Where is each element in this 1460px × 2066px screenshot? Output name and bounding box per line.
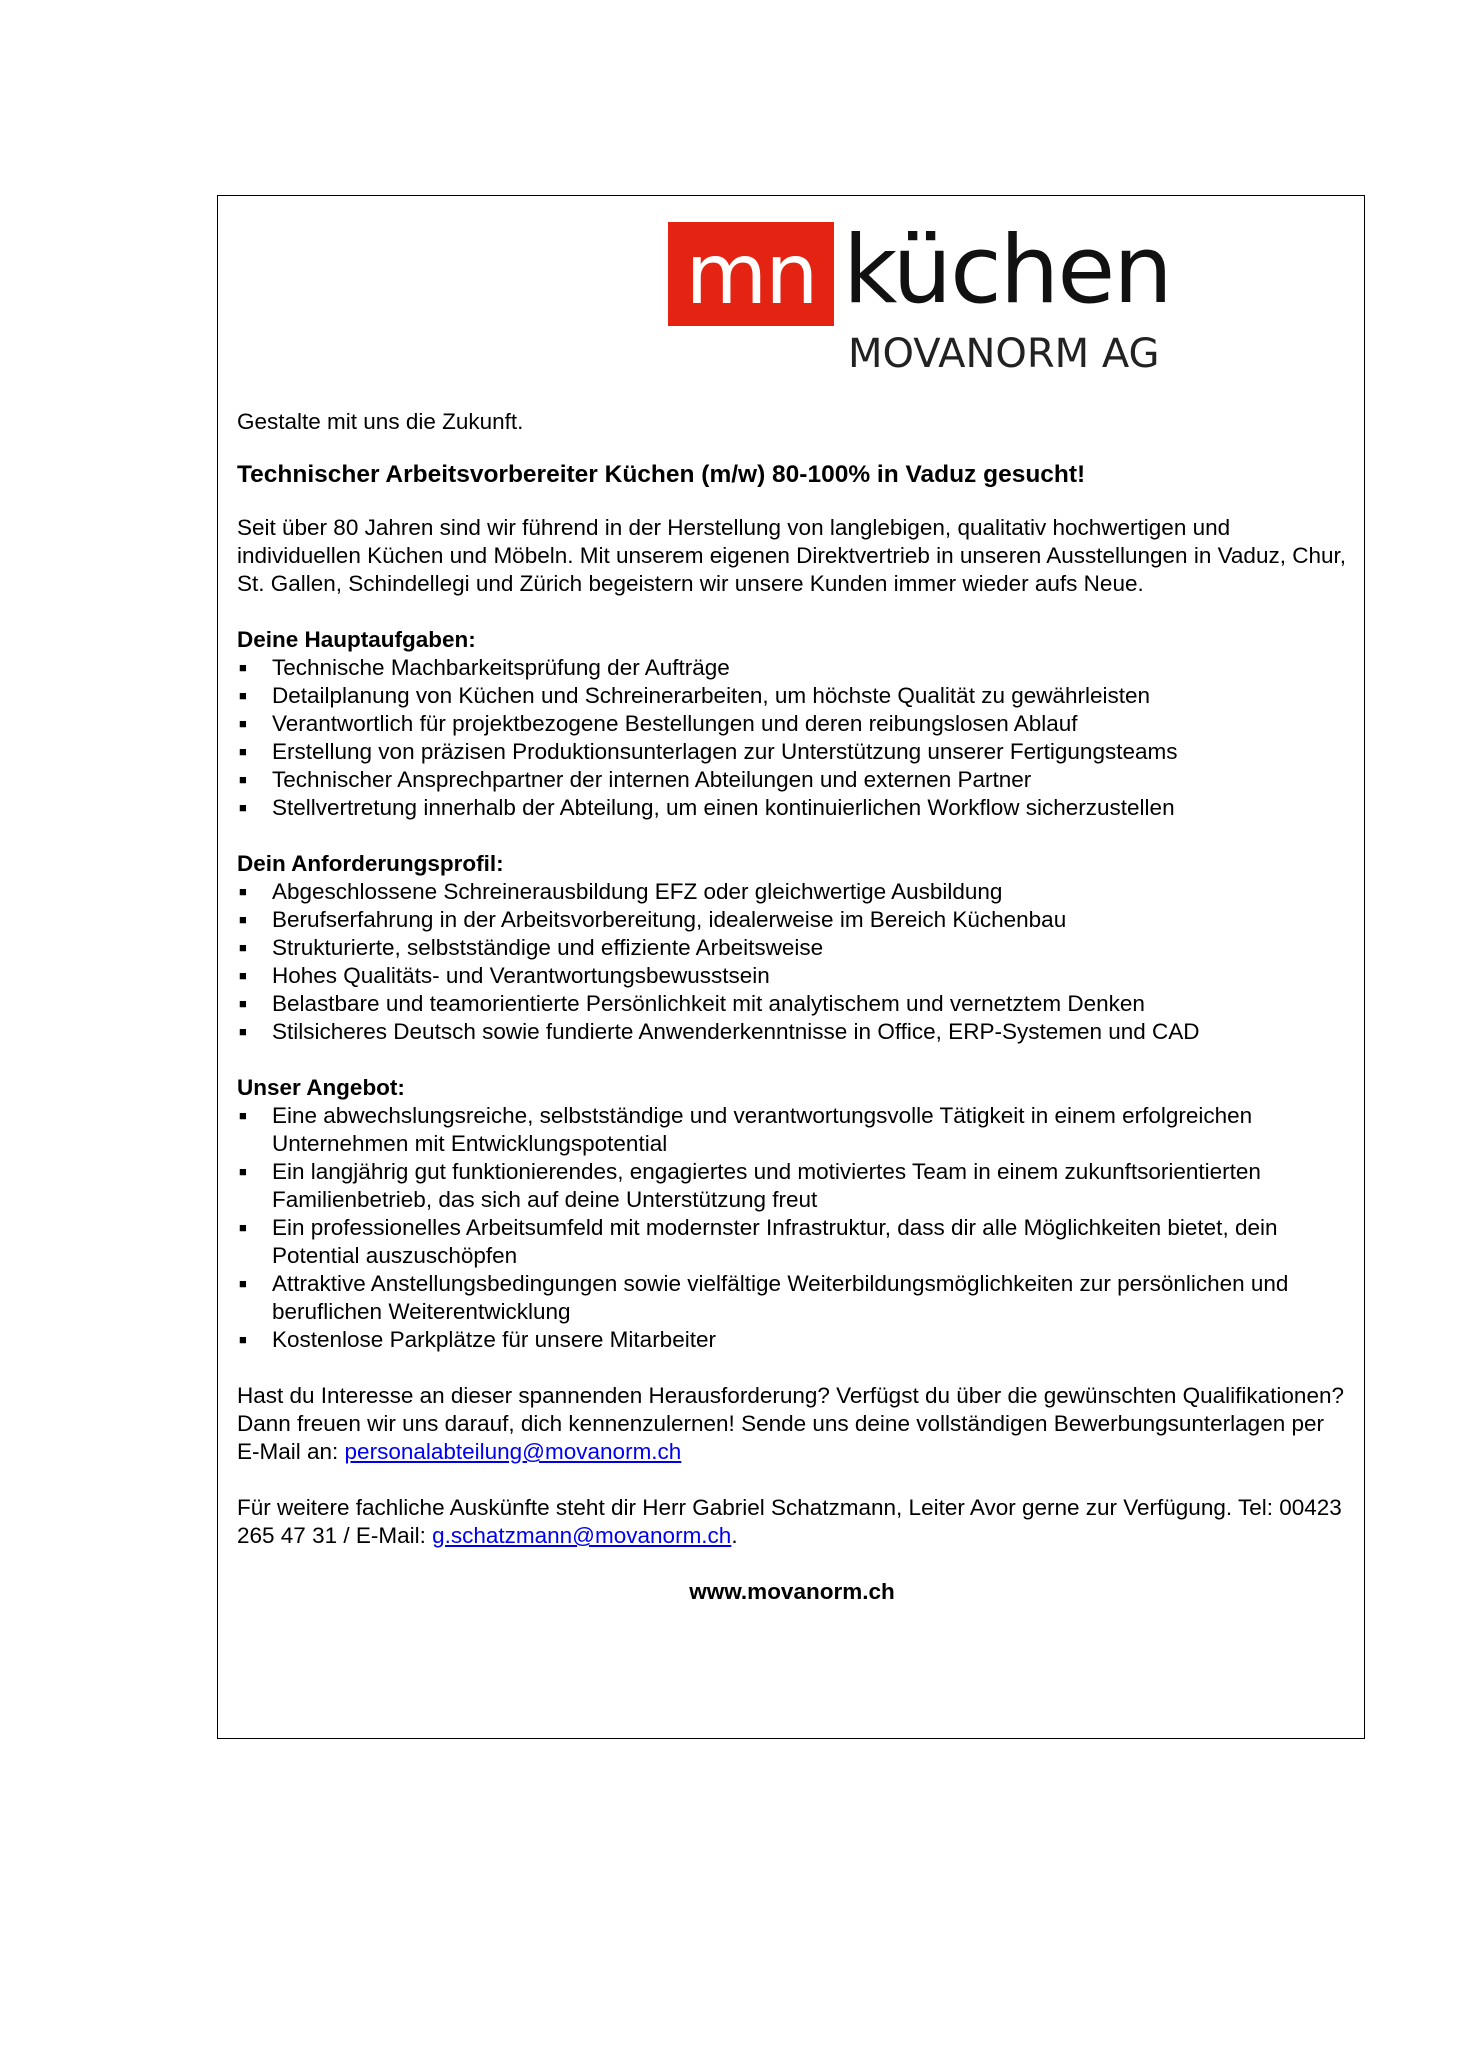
list-item — [237, 710, 1347, 738]
tasks-list — [237, 654, 1347, 822]
profile-list — [237, 878, 1347, 1046]
list-item-text: Attraktive Anstellungsbedingungen sowie vielfältige Weiterbildungsmöglichkeiten zur persönlichen und beruflichen Weiterentwicklung — [272, 1271, 1289, 1324]
bullet-icon: ■ — [239, 1276, 247, 1291]
list-item — [237, 962, 1347, 990]
bullet-icon: ■ — [239, 912, 247, 927]
list-item — [237, 682, 1347, 710]
bullet-icon: ■ — [239, 800, 247, 815]
list-item-text: Stellvertretung innerhalb der Abteilung, um einen kontinuierlichen Workflow sicherzustellen — [272, 795, 1175, 820]
list-item — [237, 1018, 1347, 1046]
list-item-text: Verantwortlich für projektbezogene Bestellungen und deren reibungslosen Ablauf — [272, 711, 1078, 736]
list-item-text: Ein professionelles Arbeitsumfeld mit modernster Infrastruktur, dass dir alle Möglichkeiten bietet, dein Potential auszuschöpfen — [272, 1215, 1278, 1268]
list-item-text: Stilsicheres Deutsch sowie fundierte Anwenderkenntnisse in Office, ERP-Systemen und CAD — [272, 1019, 1200, 1044]
list-item-text: Strukturierte, selbstständige und effiziente Arbeitsweise — [272, 935, 824, 960]
list-item — [237, 766, 1347, 794]
contact-text: Für weitere fachliche Auskünfte steht dir Herr Gabriel Schatzmann, Leiter Avor gerne zur Verfügung. Tel: 00423 265 47 31 / E-Mail: — [237, 1495, 1342, 1548]
logo-company-name: MOVANORM AG — [848, 331, 1160, 377]
list-item-text: Belastbare und teamorientierte Persönlichkeit mit analytischem und vernetztem Denken — [272, 991, 1145, 1016]
list-item-text: Kostenlose Parkplätze für unsere Mitarbeiter — [272, 1327, 716, 1352]
bullet-icon: ■ — [239, 996, 247, 1011]
bullet-icon: ■ — [239, 1164, 247, 1179]
website-url: www.movanorm.ch — [689, 1579, 895, 1604]
list-item — [237, 1102, 1347, 1158]
list-item-text: Technischer Ansprechpartner der internen Abteilungen und externen Partner — [272, 767, 1032, 792]
profile-title: Dein Anforderungsprofil: — [237, 851, 504, 876]
application-email-link[interactable]: personalabteilung@movanorm.ch — [344, 1439, 682, 1464]
list-item — [237, 1214, 1347, 1270]
bullet-icon: ■ — [239, 1332, 247, 1347]
bullet-icon: ■ — [239, 1108, 247, 1123]
bullet-icon: ■ — [239, 1024, 247, 1039]
offer-list — [237, 1102, 1347, 1354]
bullet-icon: ■ — [239, 688, 247, 703]
bullet-icon: ■ — [239, 968, 247, 983]
intro-text: Gestalte mit uns die Zukunft. — [237, 409, 524, 434]
application-paragraph — [237, 1382, 1347, 1466]
bullet-icon: ■ — [239, 940, 247, 955]
bullet-icon: ■ — [239, 744, 247, 759]
list-item — [237, 906, 1347, 934]
list-item — [237, 1326, 1347, 1354]
list-item-text: Hohes Qualitäts- und Verantwortungsbewusstsein — [272, 963, 770, 988]
job-title: Technischer Arbeitsvorbereiter Küchen (m/w) 80-100% in Vaduz gesucht! — [237, 461, 1086, 488]
bullet-icon: ■ — [239, 1220, 247, 1235]
job-posting — [237, 408, 1347, 1606]
list-item — [237, 990, 1347, 1018]
list-item-text: Abgeschlossene Schreinerausbildung EFZ oder gleichwertige Ausbildung — [272, 879, 1003, 904]
bullet-icon: ■ — [239, 884, 247, 899]
list-item-text: Technische Machbarkeitsprüfung der Aufträge — [272, 655, 730, 680]
list-item — [237, 1158, 1347, 1214]
list-item — [237, 794, 1347, 822]
list-item — [237, 934, 1347, 962]
tasks-title: Deine Hauptaufgaben: — [237, 627, 476, 652]
application-text: Hast du Interesse an dieser spannenden Herausforderung? Verfügst du über die gewünschten Qualifikationen? Dann freuen wir uns darauf, dich kennenzulernen! Sende uns deine vollständigen Bewerbungsunterlagen per E-Mail an: — [237, 1383, 1344, 1464]
contact-email-link[interactable]: g.schatzmann@movanorm.ch — [432, 1523, 732, 1548]
bullet-icon: ■ — [239, 772, 247, 787]
list-item-text: Ein langjährig gut funktionierendes, engagiertes und motiviertes Team in einem zukunftsorientierten Familienbetrieb, das sich auf deine Unterstützung freut — [272, 1159, 1261, 1212]
contact-paragraph — [237, 1494, 1347, 1550]
logo-mn-box: mn — [668, 222, 834, 326]
bullet-icon: ■ — [239, 716, 247, 731]
logo-kuechen-word: küchen — [843, 216, 1171, 325]
list-item — [237, 738, 1347, 766]
list-item-text: Erstellung von präzisen Produktionsunterlagen zur Unterstützung unserer Fertigungsteams — [272, 739, 1178, 764]
list-item-text: Detailplanung von Küchen und Schreinerarbeiten, um höchste Qualität zu gewährleisten — [272, 683, 1151, 708]
list-item-text: Eine abwechslungsreiche, selbstständige und verantwortungsvolle Tätigkeit in einem erfolgreichen Unternehmen mit Entwicklungspotential — [272, 1103, 1253, 1156]
offer-title: Unser Angebot: — [237, 1075, 405, 1100]
list-item-text: Berufserfahrung in der Arbeitsvorbereitung, idealerweise im Bereich Küchenbau — [272, 907, 1067, 932]
list-item — [237, 1270, 1347, 1326]
company-description: Seit über 80 Jahren sind wir führend in der Herstellung von langlebigen, qualitativ hochwertigen und individuellen Küchen und Möbeln. Mit unserem eigenen Direktvertrieb in unseren Ausstellungen in Vaduz, Chur, St. Gallen, Schindellegi und Zürich begeistern wir unsere Kunden immer wieder aufs Neue. — [237, 515, 1346, 596]
contact-suffix: . — [731, 1523, 738, 1548]
company-logo — [668, 216, 1188, 377]
list-item — [237, 878, 1347, 906]
list-item — [237, 654, 1347, 682]
bullet-icon: ■ — [239, 660, 247, 675]
